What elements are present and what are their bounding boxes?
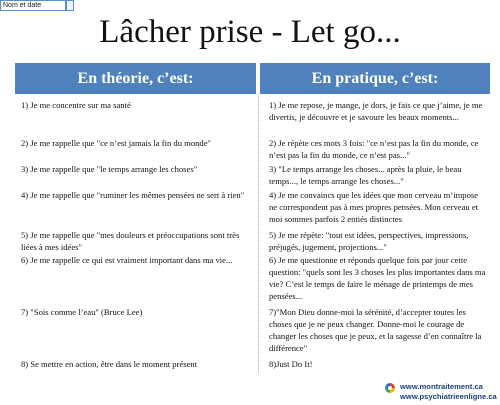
page-title: Lâcher prise - Let go... — [99, 14, 401, 50]
theory-item-4: 4) Je me rappelle que "ruminer les mêmes pensées ne sert à rien" — [21, 190, 245, 200]
field-resize-handle[interactable] — [66, 0, 74, 11]
name-date-field[interactable]: Nom et date — [0, 0, 66, 11]
footer-url-montraitement[interactable]: www.montraitement.ca — [400, 382, 483, 391]
comparison-table — [15, 63, 490, 373]
theory-column-header: En théorie, c’est: — [15, 63, 256, 94]
practice-item-7: 7)"Mon Dieu donne-moi la sérénité, d’accepter toutes les choses que je ne peux changer. Donne-moi le courage de changer les choses que je peux, et la sagesse d’en connaître la différence" — [269, 307, 482, 353]
theory-item-6: 6) Je me rappelle ce qui est vraiment important dans ma vie... — [21, 255, 233, 265]
column-divider — [258, 94, 259, 373]
colored-circle-logo-icon — [385, 383, 395, 393]
footer-url-psychiatrieenligne[interactable]: www.psychiatrieenligne.ca — [400, 391, 497, 401]
theory-item-3: 3) Je me rappelle que "le temps arrange les choses" — [21, 164, 198, 174]
practice-item-5: 5) Je me répète: "tout est idées, perspectives, impressions, préjugés, jugement, projections..." — [269, 230, 469, 252]
theory-item-2: 2) Je me rappelle que "ce n’est jamais la fin du monde" — [21, 138, 212, 148]
theory-item-1: 1) Je me concentre sur ma santé — [21, 100, 131, 110]
footer-urls — [400, 382, 497, 401]
practice-item-4: 4) Je me convaincs que les idées que mon cerveau m’impose ne correspondent pas à mes propres pensées. Mon cerveau et moi sommes parfois 2 entiés distinctes — [269, 190, 479, 224]
practice-item-2: 2) Je répète ces mots 3 fois: "ce n’est pas la fin du monde, ce n’est pas la fin du monde, ce n’est pas..." — [269, 138, 479, 160]
practice-item-6: 6) Je me questionne et réponds quelque fois par jour cette question: "quels sont les 3 choses les plus importantes dans ma vie? C’est le temps de faire le ménage de printemps de mes pensées... — [269, 255, 486, 301]
theory-item-8: 8) Se mettre en action, être dans le moment présent — [21, 359, 198, 369]
theory-item-5: 5) Je me rappelle que "mes douleurs et préoccupations sont très liées à mes idées" — [21, 230, 240, 252]
practice-item-8: 8)Just Do It! — [269, 359, 313, 369]
practice-item-3: 3) "Le temps arrange les choses... après la pluie, le beau temps..., le temps arrange les choses..." — [269, 164, 462, 186]
practice-item-1: 1) Je me repose, je mange, je dors, je fais ce que j’aime, je me divertis, je découvre et je savoure les beaux moments... — [269, 100, 483, 122]
theory-item-7: 7) "Sois comme l’eau" (Bruce Lee) — [21, 307, 143, 317]
practice-column-header: En pratique, c’est: — [260, 63, 490, 94]
